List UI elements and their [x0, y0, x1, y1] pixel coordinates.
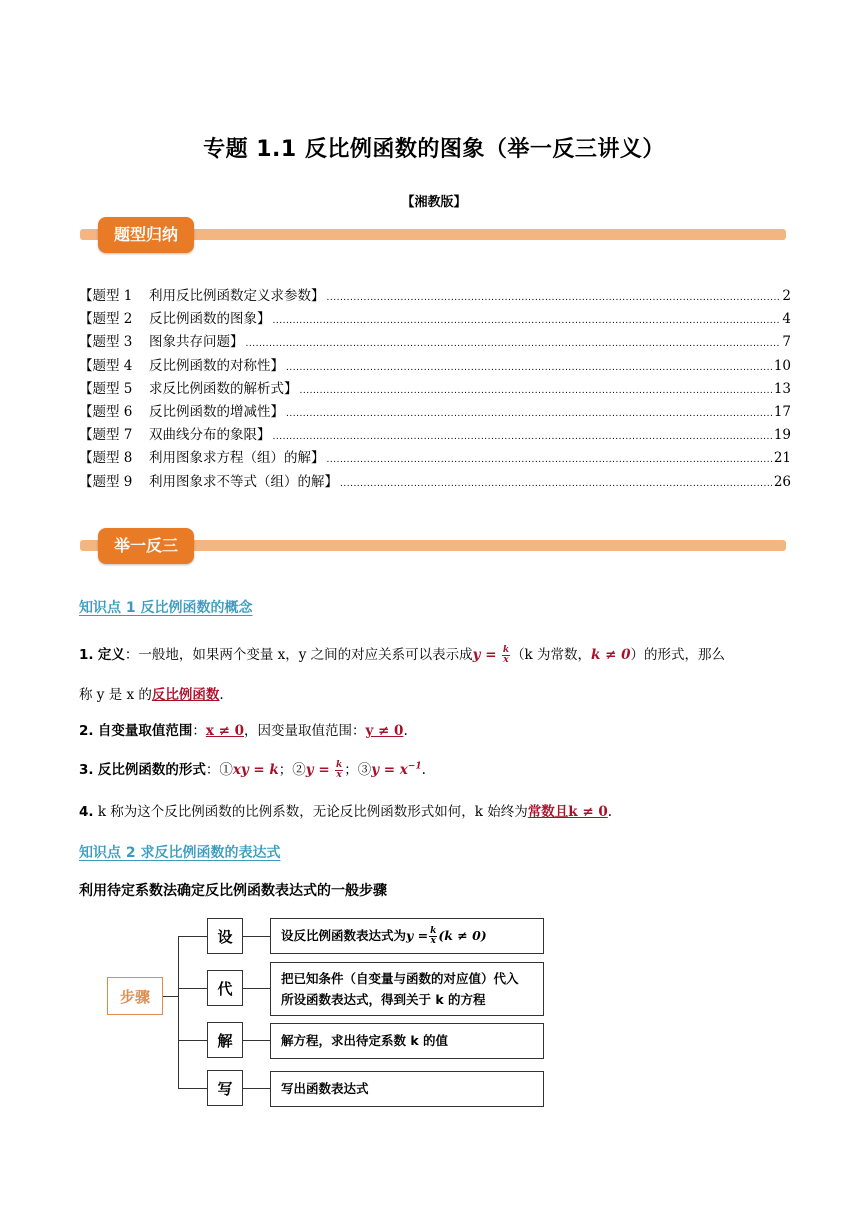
toc-num: 【题型 1 — [79, 288, 133, 304]
fraction — [335, 761, 343, 780]
toc-num: 【题型 7 — [79, 427, 133, 444]
section-banner-types — [80, 217, 786, 253]
text: . — [403, 723, 408, 739]
toc-item[interactable] — [79, 307, 791, 330]
numerator: k — [502, 645, 510, 655]
step-desc-box — [270, 1071, 544, 1107]
toc-label: 反比例函数的对称性】 — [149, 357, 284, 374]
formula-2: y = — [305, 762, 330, 778]
toc-leader — [246, 334, 781, 350]
page-title: 专题 1.1 反比例函数的图象（举一反三讲义） — [203, 137, 665, 162]
toc-item[interactable] — [79, 423, 791, 446]
definition-text: ）的形式，那么 — [630, 647, 726, 663]
toc-leader — [286, 358, 772, 374]
definition-text: ：一般地，如果两个变量 x，y 之间的对应关系可以表示成 — [124, 647, 473, 663]
step-key-box: 解 — [207, 1022, 243, 1058]
toc-item[interactable] — [79, 354, 791, 377]
definition-text: （k 为常数， — [511, 647, 592, 663]
text: ；③ — [344, 762, 372, 778]
fraction — [429, 927, 437, 946]
numerator: k — [335, 760, 343, 770]
numerator: k — [430, 925, 437, 936]
toc-item[interactable] — [79, 284, 791, 307]
toc-label: 求反比例函数的解析式】 — [149, 380, 298, 397]
step-desc-box — [270, 918, 544, 954]
toc-page: 2 — [782, 288, 791, 304]
toc-page: 19 — [773, 427, 791, 444]
connector-line — [243, 988, 270, 989]
item-number: 4. — [79, 804, 94, 820]
connector-line — [178, 1088, 207, 1089]
definition-text: . — [219, 687, 224, 703]
section-banner-examples — [80, 528, 786, 564]
toc-leader — [273, 311, 781, 327]
toc-item[interactable] — [79, 330, 791, 353]
denominator: x — [336, 770, 342, 780]
toc-num: 【题型 8 — [79, 450, 133, 467]
item-number: 1. — [79, 647, 94, 663]
step-desc-text: 把已知条件（自变量与函数的对应值）代入 — [281, 970, 519, 986]
toc-label: 反比例函数的增减性】 — [149, 403, 284, 420]
section-tab-examples: 举一反三 — [98, 528, 194, 564]
toc-label: 利用反比例函数定义求参数】 — [149, 288, 325, 304]
toc-label: 图象共存问题】 — [149, 334, 244, 351]
kp1-coefficient — [79, 800, 791, 820]
step-desc-box — [270, 1023, 544, 1059]
toc-leader — [286, 404, 772, 420]
connector-line — [243, 1088, 270, 1089]
steps-heading: 利用待定系数法确定反比例函数表达式的一般步骤 — [79, 883, 387, 899]
item-number: 3. — [79, 762, 94, 778]
step-desc-text: 解方程，求出待定系数 k 的值 — [281, 1033, 449, 1049]
step-formula: y = — [406, 928, 429, 944]
toc-num: 【题型 5 — [79, 380, 133, 397]
toc-page: 13 — [773, 380, 791, 397]
toc-num: 【题型 3 — [79, 334, 133, 351]
toc-leader — [327, 450, 772, 466]
toc-leader — [340, 474, 772, 490]
connector-line — [243, 1040, 270, 1041]
denominator: x — [430, 935, 436, 946]
denominator: x — [503, 655, 509, 665]
text: . — [607, 804, 613, 820]
connector-line — [178, 1040, 207, 1041]
definition-text: 称 y 是 x 的 — [79, 687, 152, 703]
toc-leader — [327, 288, 781, 304]
fraction — [502, 646, 510, 665]
text: . — [421, 762, 426, 778]
exponent: −1 — [407, 761, 422, 772]
connector-line — [178, 936, 207, 937]
step-desc-text: 写出函数表达式 — [281, 1081, 369, 1097]
toc-item[interactable] — [79, 446, 791, 469]
step-key-box: 代 — [207, 970, 243, 1006]
forms-key: 反比例函数的形式 — [97, 762, 206, 778]
toc-num: 【题型 2 — [79, 311, 133, 328]
toc-page: 10 — [773, 357, 791, 374]
range-key: 自变量取值范围 — [97, 723, 193, 739]
section-tab-types: 题型归纳 — [98, 217, 194, 253]
step-desc-text: 设反比例函数表达式为 — [281, 928, 407, 944]
toc-label: 双曲线分布的象限】 — [149, 427, 271, 444]
kp1-definition-line2 — [79, 683, 791, 703]
connector-line — [178, 988, 207, 989]
kp1-domain-range — [79, 719, 791, 739]
step-formula-tail: (k ≠ 0) — [438, 928, 487, 944]
toc-item[interactable] — [79, 470, 791, 493]
condition: k ≠ 0 — [591, 647, 631, 663]
step-key-box: 设 — [207, 918, 243, 954]
toc-page: 26 — [773, 473, 791, 490]
table-of-contents — [79, 284, 791, 493]
text: ，因变量取值范围： — [243, 723, 366, 739]
toc-page: 4 — [782, 311, 791, 328]
toc-page: 17 — [773, 403, 791, 420]
text: ： — [192, 723, 206, 739]
knowledge-point-2-heading: 知识点 2 求反比例函数的表达式 — [79, 845, 281, 861]
formula-1: xy = k — [232, 762, 279, 778]
x-range: x ≠ 0 — [205, 723, 244, 739]
toc-page: 21 — [773, 450, 791, 467]
connector-line — [178, 936, 179, 1088]
item-number: 2. — [79, 723, 94, 739]
kp1-forms — [79, 758, 791, 780]
formula-3: y = x — [371, 762, 408, 778]
term-highlight: 常数且k ≠ 0 — [527, 804, 608, 820]
toc-num: 【题型 6 — [79, 403, 133, 420]
toc-item[interactable] — [79, 377, 791, 400]
text: k 称为这个反比例函数的比例系数，无论反比例函数形式如何，k 始终为 — [97, 804, 528, 820]
y-range: y ≠ 0 — [365, 723, 404, 739]
toc-leader — [300, 381, 772, 397]
text: ：① — [205, 762, 233, 778]
definition-key: 定义 — [97, 647, 125, 663]
toc-leader — [273, 427, 772, 443]
connector-line — [243, 936, 270, 937]
toc-label: 反比例函数的图象】 — [149, 311, 271, 328]
toc-label: 利用图象求不等式（组）的解】 — [149, 473, 338, 490]
term-highlight: 反比例函数 — [151, 687, 220, 703]
edition-label: 【湘教版】 — [401, 195, 467, 210]
knowledge-point-1-heading: 知识点 1 反比例函数的概念 — [79, 600, 253, 616]
text: ；② — [278, 762, 306, 778]
toc-page: 7 — [782, 334, 791, 351]
step-desc-text: 所设函数表达式，得到关于 k 的方程 — [281, 992, 486, 1007]
kp1-definition-line1 — [79, 643, 791, 665]
toc-num: 【题型 9 — [79, 473, 133, 490]
step-key-box: 写 — [207, 1070, 243, 1106]
steps-label-box: 步骤 — [107, 977, 163, 1015]
toc-item[interactable] — [79, 400, 791, 423]
connector-line — [163, 996, 178, 997]
toc-label: 利用图象求方程（组）的解】 — [149, 450, 325, 467]
formula-lhs: y = — [472, 647, 497, 663]
toc-num: 【题型 4 — [79, 357, 133, 374]
step-desc-box — [270, 962, 544, 1016]
